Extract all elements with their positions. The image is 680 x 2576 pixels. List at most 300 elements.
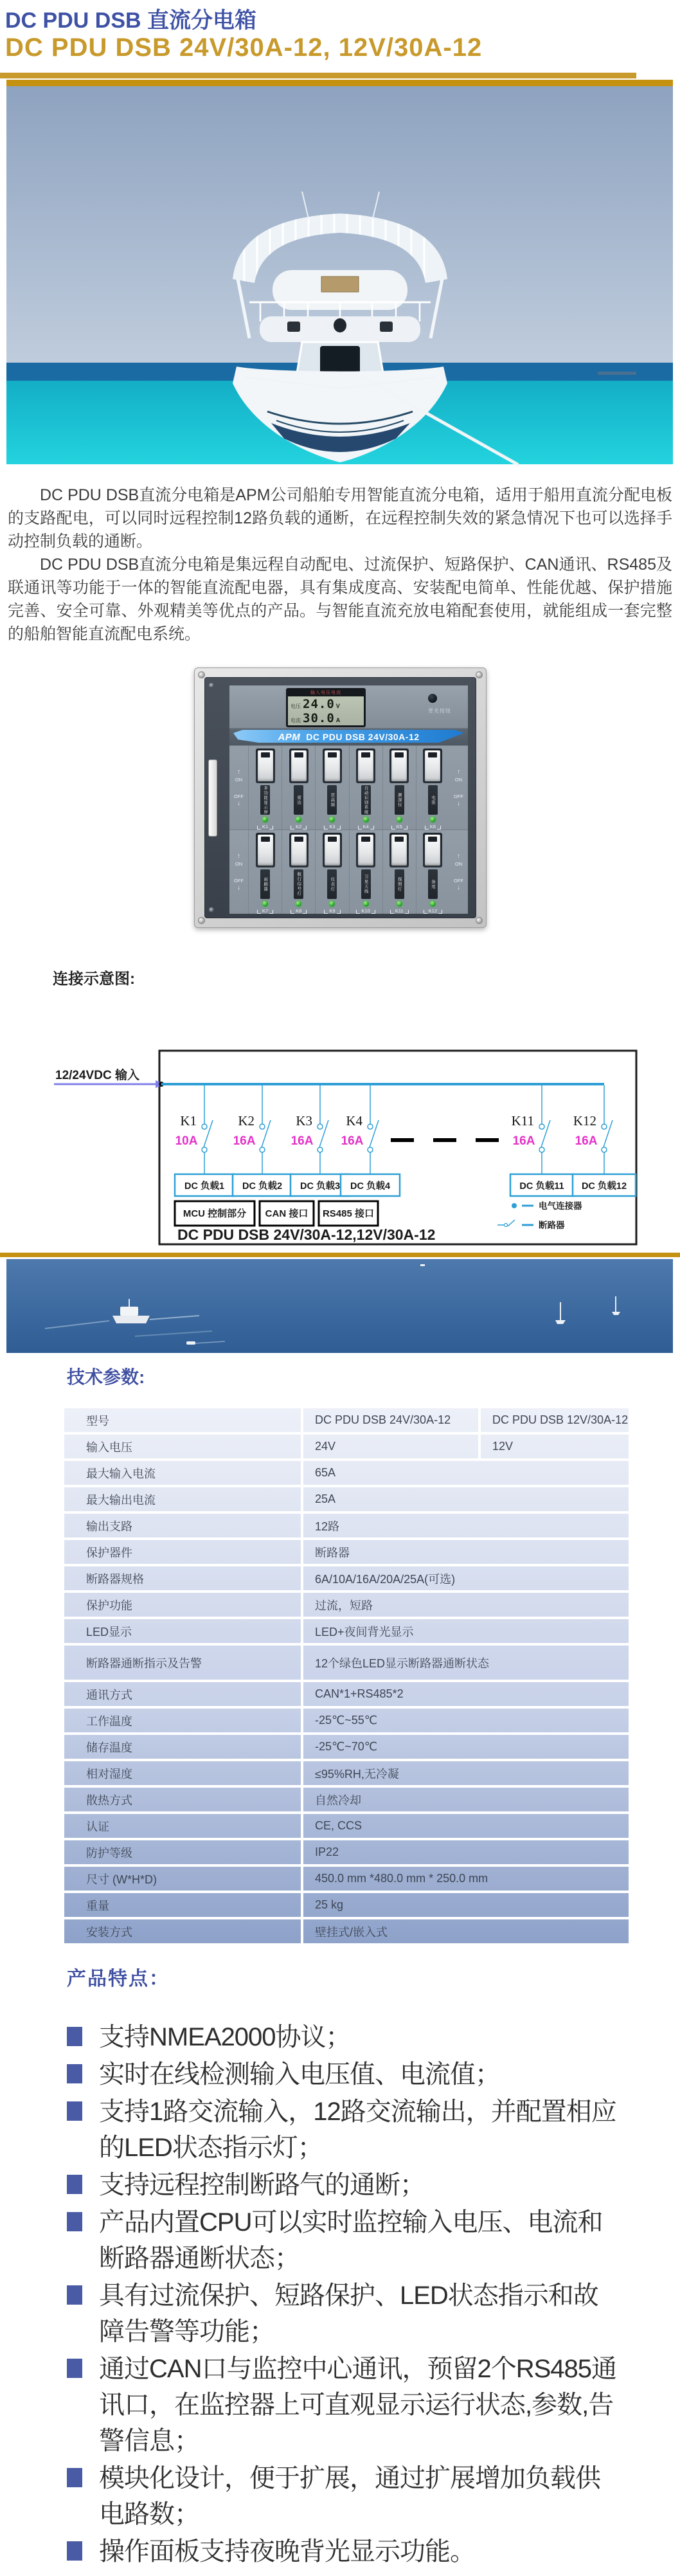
feature-text: 具有过流保护、短路保护、LED状态指示和故障告警等功能； bbox=[99, 2281, 598, 2346]
spec-value: 12个绿色LED显示断路器通断状态 bbox=[301, 1646, 629, 1680]
switch-notch bbox=[294, 837, 303, 842]
spec-value: IP22 bbox=[301, 1840, 629, 1864]
module-box-label: CAN 接口 bbox=[265, 1208, 309, 1219]
bracket-right bbox=[337, 826, 341, 830]
legend-connector-icon bbox=[512, 1203, 517, 1208]
lcd-display bbox=[286, 688, 366, 727]
spec-label: 断路器规格 bbox=[86, 1572, 144, 1586]
breaker-recess bbox=[289, 748, 309, 783]
switch-notch bbox=[428, 837, 437, 842]
spec-value-model-24v: DC PDU DSB 24V/30A-12 bbox=[301, 1408, 478, 1432]
branch-amp-rating: 16A bbox=[341, 1134, 364, 1148]
spec-label: 认证 bbox=[86, 1820, 109, 1833]
spec-value: 25 kg bbox=[301, 1893, 629, 1917]
load-name-tag: 航行信号灯 bbox=[294, 869, 303, 899]
device-handle bbox=[208, 759, 217, 837]
sea-photo bbox=[6, 1259, 673, 1353]
breaker-recess bbox=[256, 833, 275, 867]
spec-label: LED显示 bbox=[86, 1625, 132, 1638]
load-name-tag: 备用 bbox=[428, 869, 438, 899]
spec-label: 型号 bbox=[86, 1414, 109, 1428]
breaker-id-label bbox=[390, 908, 409, 914]
intro-paragraphs bbox=[8, 484, 672, 646]
bracket-left bbox=[424, 910, 427, 914]
spec-value: -25℃~55℃ bbox=[301, 1709, 629, 1732]
bracket-left bbox=[291, 910, 294, 914]
feature-item bbox=[67, 2534, 645, 2570]
connector-dot-icon bbox=[202, 1147, 207, 1152]
breaker-id-label bbox=[324, 824, 340, 830]
diagram-input-label: 12/24VDC 输入 bbox=[55, 1069, 139, 1082]
breaker-recess bbox=[356, 833, 375, 867]
breaker-id-label bbox=[324, 908, 340, 914]
backlight-button-label: 背光按钮 bbox=[428, 708, 451, 714]
table-row bbox=[64, 1840, 629, 1867]
square-bullet-icon bbox=[67, 2468, 82, 2487]
bracket-right bbox=[303, 826, 307, 830]
on-label: ON bbox=[454, 860, 463, 867]
arrow-up-icon: ↑ bbox=[237, 852, 240, 860]
breaker-id-label bbox=[257, 824, 273, 830]
breaker-switch bbox=[325, 750, 340, 781]
status-led-icon bbox=[397, 817, 402, 822]
spec-label: 尺寸 (W*H*D) bbox=[86, 1873, 157, 1886]
spec-label: 相对湿度 bbox=[86, 1767, 132, 1781]
page-title-model: DC PDU DSB 24V/30A-12, 12V/30A-12 bbox=[5, 33, 483, 62]
spec-label: 最大输入电流 bbox=[86, 1467, 156, 1480]
spec-value: 12路 bbox=[301, 1514, 629, 1537]
switch-notch bbox=[361, 837, 370, 842]
on-off-indicator bbox=[449, 830, 468, 914]
breaker-switch bbox=[358, 750, 373, 781]
breaker-id-label bbox=[291, 824, 307, 830]
title-underline bbox=[0, 73, 636, 78]
spec-label: 重量 bbox=[86, 1899, 109, 1912]
breaker-recess bbox=[389, 833, 409, 867]
feature-text: 模块化设计，便于扩展，通过扩展增加负载供电路数； bbox=[99, 2464, 600, 2528]
connector-dot-icon bbox=[260, 1124, 265, 1129]
breaker-switch bbox=[425, 750, 440, 781]
load-name-tag: 自动识别系统 bbox=[361, 785, 371, 815]
module-box-label: MCU 控制部分 bbox=[183, 1208, 247, 1219]
status-led-icon bbox=[262, 817, 268, 822]
load-box-label: DC 负载1 bbox=[184, 1181, 225, 1192]
switch-notch bbox=[261, 752, 270, 757]
off-label: OFF bbox=[234, 793, 244, 799]
breaker-id-label bbox=[425, 824, 441, 830]
feature-item bbox=[67, 2351, 645, 2459]
table-row bbox=[64, 1646, 629, 1682]
breaker-k12 bbox=[416, 830, 449, 914]
breaker-id-text: K5 bbox=[396, 824, 402, 830]
branch-amp-rating: 16A bbox=[575, 1134, 598, 1148]
table-row bbox=[64, 1709, 629, 1735]
breaker-switch bbox=[391, 750, 407, 781]
status-led-icon bbox=[296, 901, 301, 907]
spec-label: 工作温度 bbox=[86, 1714, 132, 1728]
load-name-tag: 多功能显示屏 bbox=[260, 785, 270, 815]
arrow-down-icon: ↓ bbox=[237, 799, 240, 807]
load-box-label: DC 负载4 bbox=[350, 1181, 391, 1192]
bracket-left bbox=[324, 826, 328, 830]
breaker-recess bbox=[323, 748, 342, 783]
breaker-k6 bbox=[416, 746, 449, 830]
off-label: OFF bbox=[234, 877, 244, 884]
spec-label: 输入电压 bbox=[86, 1440, 132, 1454]
breaker-switch bbox=[258, 750, 273, 781]
breaker-switch bbox=[258, 835, 273, 866]
breaker-k5 bbox=[382, 746, 416, 830]
breaker-id-text: K12 bbox=[428, 908, 438, 914]
branch-k-label: K11 bbox=[511, 1113, 534, 1129]
feature-text: 操作面板支持夜晚背光显示功能。 bbox=[99, 2537, 475, 2566]
breaker-id-label bbox=[291, 908, 307, 914]
breaker-recess bbox=[423, 748, 442, 783]
breaker-switch bbox=[425, 835, 440, 866]
connector-dot-icon bbox=[602, 1147, 607, 1152]
spec-label: 输出支路 bbox=[86, 1519, 132, 1533]
device-panel bbox=[229, 685, 468, 914]
breaker-k2 bbox=[282, 746, 315, 830]
brand-logo: APM bbox=[278, 731, 301, 743]
breaker-row-2 bbox=[229, 830, 468, 914]
on-off-indicator bbox=[449, 746, 468, 830]
spec-value: 65A bbox=[301, 1461, 629, 1485]
page-title-cn: DC PDU DSB 直流分电箱 bbox=[5, 8, 257, 33]
screw-icon bbox=[198, 917, 205, 924]
bracket-right bbox=[437, 826, 441, 830]
specs-table bbox=[64, 1408, 629, 1946]
table-row bbox=[64, 1461, 629, 1487]
square-bullet-icon bbox=[67, 2212, 82, 2231]
bracket-right bbox=[405, 910, 409, 914]
breaker-id-text: K4 bbox=[362, 824, 369, 830]
bracket-right bbox=[371, 910, 375, 914]
load-box-label: DC 负载2 bbox=[242, 1181, 283, 1192]
breaker-switch bbox=[391, 835, 407, 866]
breaker-id-text: K6 bbox=[429, 824, 436, 830]
wiring-diagram bbox=[0, 1047, 680, 1250]
breaker-k10 bbox=[349, 830, 382, 914]
feature-item bbox=[67, 2460, 645, 2532]
breaker-k11 bbox=[382, 830, 416, 914]
branch-k-label: K12 bbox=[573, 1113, 596, 1129]
breaker-switch bbox=[291, 835, 307, 866]
load-name-tag: 仪表灯 bbox=[327, 869, 337, 899]
square-bullet-icon bbox=[67, 2175, 82, 2194]
breaker-id-label bbox=[358, 824, 374, 830]
gold-divider-top bbox=[6, 80, 673, 86]
table-row bbox=[64, 1435, 629, 1461]
table-row bbox=[64, 1540, 629, 1566]
device-display-section bbox=[229, 685, 468, 729]
load-box-label: DC 负载11 bbox=[519, 1181, 564, 1192]
spec-value: 6A/10A/16A/20A/25A(可选) bbox=[301, 1566, 629, 1590]
arrow-down-icon: ↓ bbox=[457, 884, 460, 891]
bracket-left bbox=[257, 910, 261, 914]
breaker-recess bbox=[256, 748, 275, 783]
feature-text: 支持NMEA2000协议； bbox=[99, 2023, 351, 2051]
lcd-voltage-value: 24.0 bbox=[303, 697, 335, 711]
bracket-left bbox=[390, 910, 394, 914]
lcd-current-label: 电流 bbox=[291, 718, 301, 723]
status-led-icon bbox=[329, 817, 335, 822]
table-row bbox=[64, 1919, 629, 1946]
load-name-tag: 甚高频 bbox=[327, 785, 337, 815]
spec-label: 散热方式 bbox=[86, 1793, 132, 1807]
breaker-id-text: K11 bbox=[395, 908, 404, 914]
on-label: ON bbox=[235, 776, 243, 783]
connector-dot-icon bbox=[318, 1124, 323, 1129]
connector-dot-icon bbox=[539, 1147, 544, 1152]
spec-value-model-12v: DC PDU DSB 12V/30A-12 bbox=[478, 1408, 629, 1432]
spec-label: 通讯方式 bbox=[86, 1688, 132, 1701]
spec-value: LED+夜间背光显示 bbox=[301, 1619, 629, 1643]
branch-k-label: K1 bbox=[180, 1113, 197, 1129]
bracket-right bbox=[303, 910, 307, 914]
spec-value: 过流，短路 bbox=[301, 1593, 629, 1617]
spec-label: 断路器通断指示及告警 bbox=[86, 1656, 202, 1670]
lcd-current-value: 30.0 bbox=[303, 711, 335, 725]
breaker-cells bbox=[248, 830, 449, 914]
table-row bbox=[64, 1814, 629, 1840]
breaker-row-1 bbox=[229, 745, 468, 830]
switch-notch bbox=[328, 837, 337, 842]
breaker-switch bbox=[325, 835, 340, 866]
breaker-recess bbox=[356, 748, 375, 783]
branch-k-label: K4 bbox=[346, 1113, 362, 1129]
feature-text: 产品内置CPU可以实时监控输入电压、电流和断路器通断状态； bbox=[99, 2208, 603, 2272]
bracket-left bbox=[356, 910, 360, 914]
bracket-left bbox=[391, 826, 395, 830]
status-led-icon bbox=[397, 901, 402, 907]
table-row bbox=[64, 1682, 629, 1709]
feature-text: 支持1路交流输入，12路交流输出，并配置相应的LED状态指示灯； bbox=[99, 2098, 616, 2162]
spec-label: 储存温度 bbox=[86, 1741, 132, 1754]
breaker-recess bbox=[323, 833, 342, 867]
switch-notch bbox=[361, 752, 370, 757]
branch-amp-rating: 16A bbox=[291, 1134, 314, 1148]
table-row bbox=[64, 1867, 629, 1893]
bracket-right bbox=[337, 910, 341, 914]
screw-icon bbox=[209, 907, 214, 912]
bracket-left bbox=[324, 910, 328, 914]
spec-label: 保护器件 bbox=[86, 1546, 132, 1559]
backlight-button bbox=[428, 694, 437, 703]
bracket-left bbox=[358, 826, 362, 830]
bracket-right bbox=[370, 826, 374, 830]
device-model-label: DC PDU DSB 24V/30A-12 bbox=[306, 732, 420, 742]
breaker-recess bbox=[289, 833, 309, 867]
off-label: OFF bbox=[454, 793, 463, 799]
table-row bbox=[64, 1893, 629, 1919]
spec-value: 450.0 mm *480.0 mm * 250.0 mm bbox=[301, 1867, 629, 1891]
status-led-icon bbox=[296, 817, 301, 822]
diagram-caption: DC PDU DSB 24V/30A-12,12V/30A-12 bbox=[177, 1226, 436, 1243]
status-led-icon bbox=[262, 901, 268, 907]
device-frame bbox=[194, 667, 487, 928]
diagram-section-label: 连接示意图: bbox=[53, 970, 135, 988]
lcd-voltage-unit: V bbox=[336, 703, 340, 709]
on-off-indicator bbox=[229, 830, 248, 914]
load-name-tag: 探照灯 bbox=[395, 869, 404, 899]
legend-label: 电气连接器 bbox=[539, 1201, 582, 1211]
device-bezel bbox=[204, 677, 476, 918]
load-name-tag: 测深仪 bbox=[395, 785, 404, 815]
switch-notch bbox=[395, 837, 404, 842]
square-bullet-icon bbox=[67, 2064, 82, 2083]
spec-value: 自然冷却 bbox=[301, 1788, 629, 1811]
branch-amp-rating: 10A bbox=[175, 1134, 198, 1148]
bracket-left bbox=[425, 826, 429, 830]
breaker-k1 bbox=[248, 746, 282, 830]
on-label: ON bbox=[454, 776, 463, 783]
arrow-up-icon: ↑ bbox=[237, 768, 240, 776]
spec-value: 壁挂式/嵌入式 bbox=[301, 1919, 629, 1943]
features-list bbox=[67, 2019, 645, 2571]
device-photo bbox=[194, 667, 487, 928]
breaker-k7 bbox=[248, 830, 282, 914]
switch-notch bbox=[395, 752, 404, 757]
load-box-label: DC 负载12 bbox=[581, 1181, 627, 1192]
lcd-header: 输入电压电流 bbox=[288, 690, 364, 696]
feature-item bbox=[67, 2094, 645, 2166]
lcd-voltage-label: 电压 bbox=[291, 703, 301, 709]
square-bullet-icon bbox=[67, 2101, 82, 2121]
feature-item bbox=[67, 2019, 645, 2055]
branch-amp-rating: 16A bbox=[512, 1134, 535, 1148]
breaker-id-text: K2 bbox=[296, 824, 302, 830]
feature-item bbox=[67, 2204, 645, 2276]
on-off-indicator bbox=[229, 746, 248, 830]
breaker-k3 bbox=[315, 746, 348, 830]
square-bullet-icon bbox=[67, 2541, 82, 2561]
bracket-right bbox=[269, 910, 273, 914]
connector-dot-icon bbox=[260, 1147, 265, 1152]
branch-k-label: K2 bbox=[238, 1113, 255, 1129]
branch-k-label: K3 bbox=[296, 1113, 312, 1129]
breaker-id-label bbox=[391, 824, 407, 830]
bracket-right bbox=[404, 826, 407, 830]
breaker-id-text: K7 bbox=[262, 908, 269, 914]
breaker-id-text: K3 bbox=[329, 824, 336, 830]
square-bullet-icon bbox=[67, 2359, 82, 2378]
yacht-photo bbox=[6, 86, 673, 464]
intro-paragraph-1: DC PDU DSB直流分电箱是APM公司船舶专用智能直流分电箱，适用于船用直流分配电板的支路配电，可以同时远程控制12路负载的通断，在远程控制失效的紧急情况下也可以选择手动控制负载的通断。 bbox=[8, 486, 672, 550]
feature-item bbox=[67, 2167, 645, 2203]
table-row bbox=[64, 1566, 629, 1593]
table-row bbox=[64, 1487, 629, 1514]
breaker-switch bbox=[291, 750, 307, 781]
breaker-id-text: K10 bbox=[361, 908, 370, 914]
connector-dot-icon bbox=[368, 1147, 373, 1152]
square-bullet-icon bbox=[67, 2027, 82, 2046]
breaker-switch bbox=[358, 835, 373, 866]
bracket-right bbox=[438, 910, 442, 914]
status-led-icon bbox=[363, 817, 369, 822]
connector-dot-icon bbox=[202, 1124, 207, 1129]
breaker-id-label bbox=[257, 908, 273, 914]
bracket-left bbox=[257, 826, 261, 830]
screw-icon bbox=[476, 671, 483, 678]
status-led-icon bbox=[430, 901, 436, 907]
table-row bbox=[64, 1408, 629, 1435]
bracket-right bbox=[269, 826, 273, 830]
spec-label: 保护功能 bbox=[86, 1599, 132, 1612]
table-row bbox=[64, 1619, 629, 1646]
arrow-down-icon: ↓ bbox=[237, 884, 240, 891]
breaker-k9 bbox=[315, 830, 348, 914]
table-row bbox=[64, 1788, 629, 1814]
module-box-label: RS485 接口 bbox=[322, 1208, 375, 1219]
lcd-current-unit: A bbox=[336, 717, 341, 723]
status-led-icon bbox=[363, 901, 369, 907]
feature-item bbox=[67, 2278, 645, 2350]
screw-icon bbox=[209, 683, 214, 688]
arrow-down-icon: ↓ bbox=[457, 799, 460, 807]
spec-label: 防护等级 bbox=[86, 1846, 132, 1860]
legend-label: 断路器 bbox=[539, 1220, 565, 1230]
status-led-icon bbox=[430, 817, 436, 822]
breaker-cells bbox=[248, 746, 449, 830]
on-label: ON bbox=[235, 860, 243, 867]
table-row bbox=[64, 1514, 629, 1540]
load-name-tag: 电笛 bbox=[428, 785, 438, 815]
device-brand-band bbox=[229, 729, 468, 745]
specs-heading: 技术参数: bbox=[67, 1367, 145, 1387]
connector-dot-icon bbox=[539, 1124, 544, 1129]
spec-value: ≤95%RH,无冷凝 bbox=[301, 1761, 629, 1785]
gold-divider-bottom bbox=[0, 1253, 680, 1257]
breaker-k8 bbox=[282, 830, 315, 914]
bracket-left bbox=[291, 826, 294, 830]
spec-label: 安装方式 bbox=[86, 1925, 132, 1939]
breaker-id-text: K9 bbox=[329, 908, 336, 914]
spec-value: -25℃~70℃ bbox=[301, 1735, 629, 1759]
screw-icon bbox=[476, 917, 483, 924]
load-name-tag: 卫星天线 bbox=[361, 869, 371, 899]
table-row bbox=[64, 1735, 629, 1761]
arrow-up-icon: ↑ bbox=[457, 852, 460, 860]
spec-value: 断路器 bbox=[301, 1540, 629, 1564]
spec-value: CE, CCS bbox=[301, 1814, 629, 1838]
feature-text: 通过CAN口与监控中心通讯，预留2个RS485通讯口，在监控器上可直观显示运行状态,参数,告警信息； bbox=[99, 2355, 617, 2455]
switch-notch bbox=[428, 752, 437, 757]
breaker-recess bbox=[423, 833, 442, 867]
breaker-recess bbox=[389, 748, 409, 783]
switch-notch bbox=[328, 752, 337, 757]
table-row bbox=[64, 1761, 629, 1788]
intro-paragraph-2: DC PDU DSB直流分电箱是集远程自动配电、过流保护、短路保护、CAN通讯、RS485及联通讯等功能于一体的智能直流配电器，具有集成度高、安装配电简单、性能优越、保护措施完善、安全可靠、外观精美等优点的产品。与智能直流充放电箱配套使用，就能组成一套完整的船舶智能直流配电系统。 bbox=[8, 556, 672, 643]
spec-value-model-24v: 24V bbox=[301, 1435, 478, 1458]
breaker-k4 bbox=[349, 746, 382, 830]
breaker-id-text: K8 bbox=[296, 908, 302, 914]
arrow-up-icon: ↑ bbox=[457, 768, 460, 776]
breaker-id-label bbox=[356, 908, 375, 914]
spec-label: 最大输出电流 bbox=[86, 1493, 156, 1507]
features-heading: 产品特点： bbox=[67, 1968, 170, 1990]
spec-value-model-12v: 12V bbox=[478, 1435, 629, 1458]
switch-notch bbox=[261, 837, 270, 842]
feature-item bbox=[67, 2056, 645, 2092]
load-name-tag: 雷达 bbox=[294, 785, 303, 815]
feature-text: 支持远程控制断路气的通断； bbox=[99, 2171, 425, 2199]
breaker-id-label bbox=[424, 908, 442, 914]
connector-dot-icon bbox=[602, 1124, 607, 1129]
load-box-label: DC 负载3 bbox=[300, 1181, 341, 1192]
square-bullet-icon bbox=[67, 2285, 82, 2305]
status-led-icon bbox=[329, 901, 335, 907]
